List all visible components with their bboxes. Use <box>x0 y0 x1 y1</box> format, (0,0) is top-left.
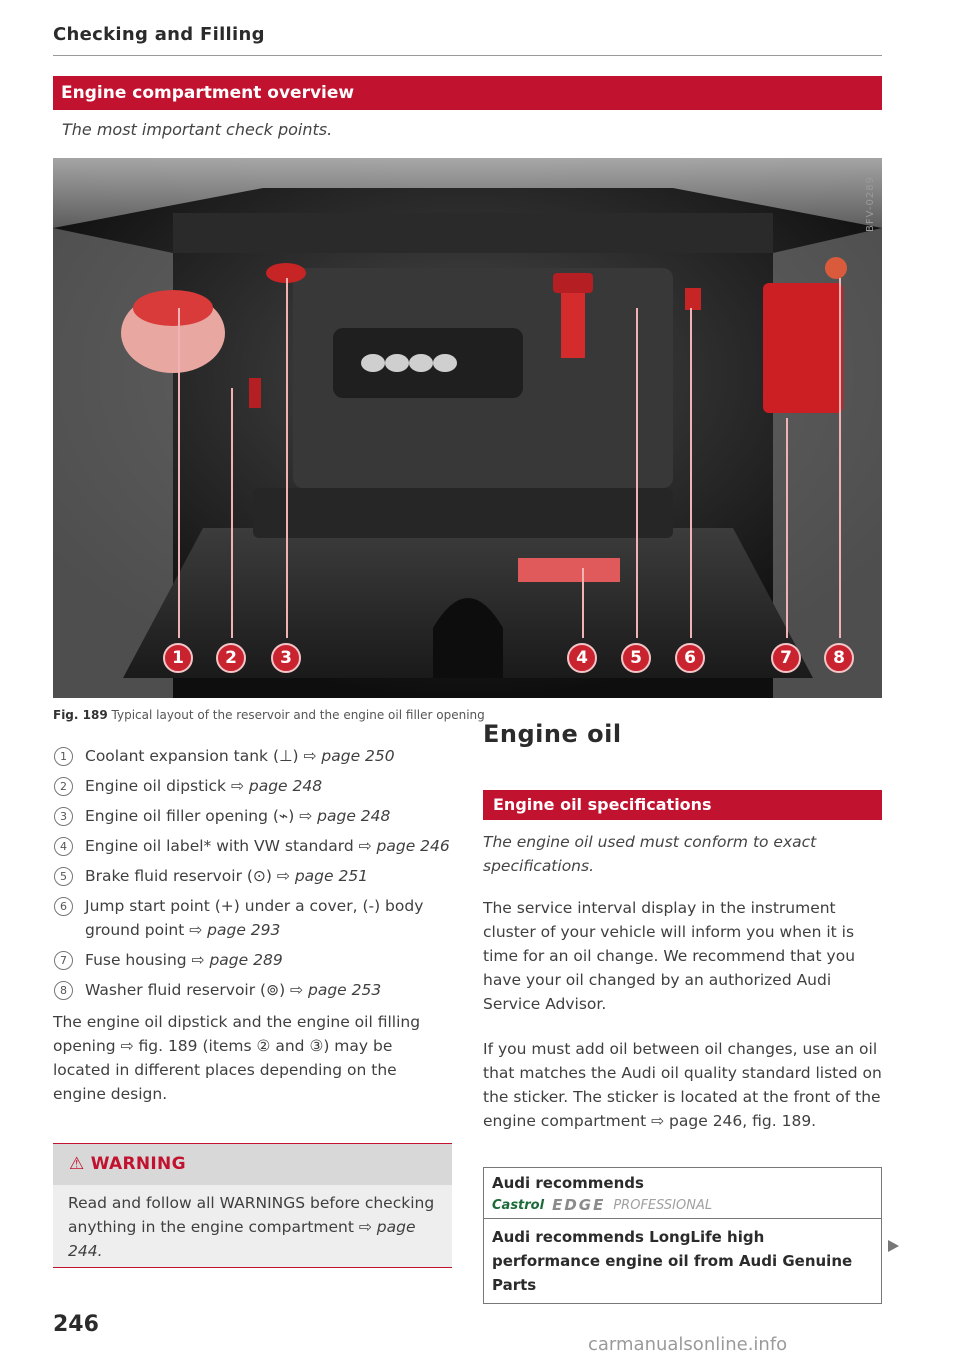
figure-caption-text: Typical layout of the reservoir and the engine oil filler opening <box>111 708 485 722</box>
list-item <box>53 864 453 888</box>
item-number: 6 <box>54 897 73 916</box>
item-number: 1 <box>54 747 73 766</box>
recommendation-box <box>483 1167 882 1304</box>
callout-7: 7 <box>771 643 801 673</box>
callout-4: 4 <box>567 643 597 673</box>
list-item <box>53 834 453 858</box>
item-text: Engine oil label* with VW standard ⇨ <box>85 837 372 855</box>
item-text: Coolant expansion tank (⊥) ⇨ <box>85 747 317 765</box>
callout-1-line <box>178 308 180 638</box>
warning-triangle-icon: ⚠ <box>69 1154 85 1174</box>
engine-oil-para-2: If you must add oil between oil changes, use an oil that matches the Audi oil quality standard listed on the sticker. The sticker is located at the front of the engine compartment ⇨ page 246, fig. 189. <box>483 1040 882 1130</box>
callout-6: 6 <box>675 643 705 673</box>
warning-text: Read and follow all WARNINGS before checking anything in the engine compartment ⇨ <box>68 1194 435 1236</box>
callout-5-line <box>636 308 638 638</box>
edge-logo: EDGE <box>552 1196 606 1214</box>
callout-2: 2 <box>216 643 246 673</box>
callout-8-line <box>839 278 841 638</box>
item-text: Fuse housing ⇨ <box>85 951 205 969</box>
page-link[interactable]: page 293 <box>207 921 281 939</box>
checkpoint-list <box>53 744 453 1106</box>
castrol-logo: Castrol <box>492 1197 545 1213</box>
callout-1: 1 <box>163 643 193 673</box>
page-number: 246 <box>53 1312 99 1337</box>
recommendation-title: Audi recommends <box>492 1174 644 1192</box>
item-number: 8 <box>54 981 73 1000</box>
item-text: Brake fluid reservoir (⊙) ⇨ <box>85 867 290 885</box>
header-rule <box>53 55 882 56</box>
callout-3: 3 <box>271 643 301 673</box>
page-link[interactable]: page 248 <box>248 777 323 795</box>
engine-oil-subheading: Engine oil specifications <box>483 790 882 820</box>
item-text: Jump start point (+) under a cover, (-) body ground point ⇨ <box>85 897 424 939</box>
callout-4-line <box>582 568 584 638</box>
figure-label: Fig. 189 <box>53 708 108 722</box>
professional-logo: PROFESSIONAL <box>613 1197 713 1213</box>
list-item <box>53 978 453 1002</box>
castrol-edge-logo <box>492 1196 873 1214</box>
warning-header <box>53 1143 452 1185</box>
page-link[interactable]: page 248 <box>317 807 391 825</box>
item-number: 4 <box>54 837 73 856</box>
item-number: 3 <box>54 807 73 826</box>
engine-compartment-photo <box>53 158 882 698</box>
item-number: 2 <box>54 777 73 796</box>
list-item <box>53 894 453 942</box>
callout-3-line <box>286 278 288 638</box>
page-link[interactable]: page 246 <box>376 837 450 855</box>
engine-oil-intro: The engine oil used must conform to exact specifications. <box>483 833 817 875</box>
dipstick-note: The engine oil dipstick and the engine oil filling opening ⇨ fig. 189 (items ② and ③) may be located in different places depending on the engine design. <box>53 1013 421 1103</box>
list-item <box>53 744 453 768</box>
continue-arrow-icon <box>888 1240 899 1252</box>
item-number: 5 <box>54 867 73 886</box>
callout-7-line <box>786 418 788 638</box>
page-link[interactable]: page 289 <box>209 951 283 969</box>
figure-caption <box>53 708 485 722</box>
callout-5: 5 <box>621 643 651 673</box>
page-link[interactable]: page 244. <box>68 1218 416 1260</box>
item-text: Engine oil dipstick ⇨ <box>85 777 244 795</box>
recommendation-header <box>484 1168 881 1219</box>
engine-oil-para-1: The service interval display in the instrument cluster of your vehicle will inform you when it is time for an oil change. We recommend that you have your oil changed by an authorized Audi Service Advisor. <box>483 899 856 1013</box>
item-text: Washer fluid reservoir (⊚) ⇨ <box>85 981 304 999</box>
callout-6-line <box>690 308 692 638</box>
list-item <box>53 948 453 972</box>
overview-intro: The most important check points. <box>62 120 333 139</box>
page-link[interactable]: page 253 <box>307 981 382 999</box>
section-title: Checking and Filling <box>53 24 265 45</box>
warning-body <box>53 1185 452 1263</box>
watermark: carmanualsonline.info <box>588 1334 788 1355</box>
list-item <box>53 804 453 828</box>
page-link[interactable]: page 250 <box>321 747 395 765</box>
callout-2-line <box>231 388 233 638</box>
warning-box <box>53 1143 452 1268</box>
figure-code: BFV-0289 <box>865 176 876 232</box>
list-item <box>53 774 453 798</box>
overview-title: Engine compartment overview <box>53 76 882 110</box>
warning-heading: WARNING <box>90 1154 186 1174</box>
callout-8: 8 <box>824 643 854 673</box>
item-number: 7 <box>54 951 73 970</box>
engine-oil-heading: Engine oil <box>483 720 622 748</box>
recommendation-text: Audi recommends LongLife high performance engine oil from Audi Genuine Parts <box>492 1228 853 1294</box>
page-link[interactable]: page 251 <box>294 867 369 885</box>
item-text: Engine oil filler opening (⌁) ⇨ <box>85 807 313 825</box>
